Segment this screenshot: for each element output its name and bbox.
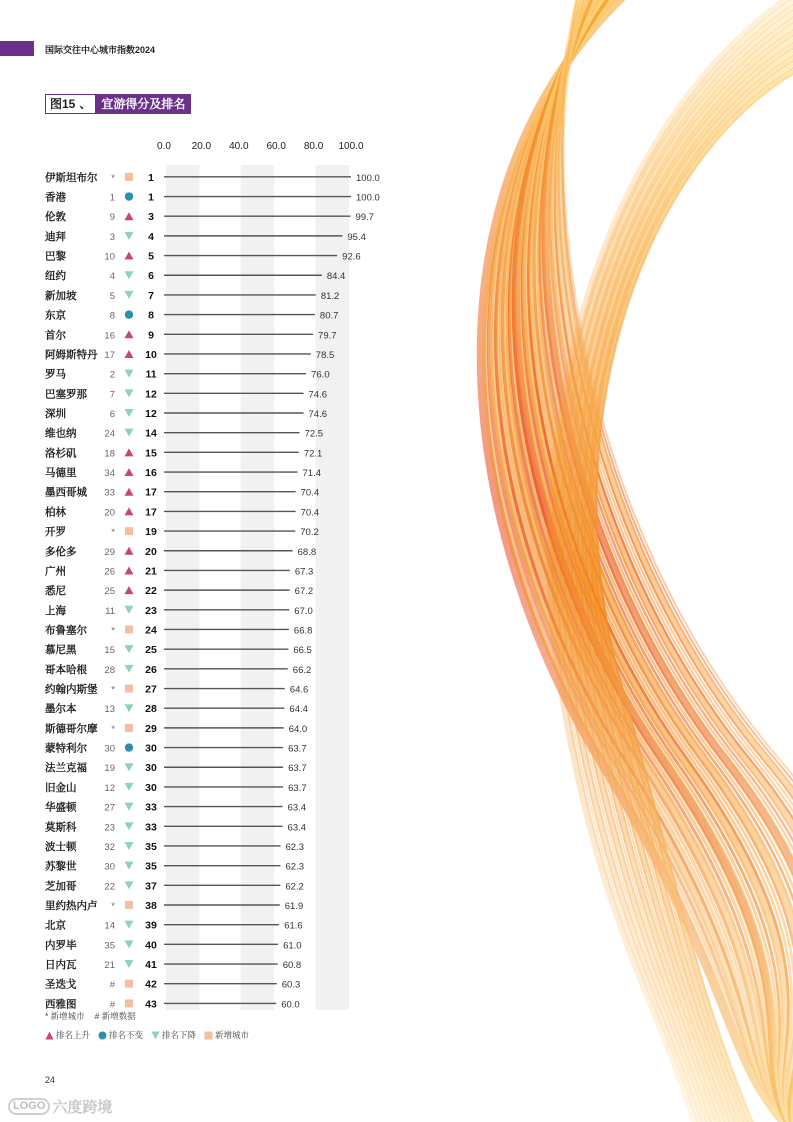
score-value-label: 64.6	[289, 684, 309, 696]
rank-down-marker	[125, 232, 134, 240]
previous-rank-label: 33	[104, 487, 115, 499]
city-label: 慕尼黑	[45, 644, 77, 657]
x-tick-label: 100.0	[338, 141, 364, 152]
city-label: 广州	[45, 565, 66, 578]
rank-down-marker	[125, 862, 134, 870]
city-label: 西雅图	[45, 998, 77, 1010]
score-value-label: 61.0	[283, 940, 302, 952]
rank-label: 27	[145, 683, 157, 696]
rank-down-marker	[125, 291, 134, 299]
score-value-label: 66.2	[292, 664, 312, 676]
score-value-label: 79.7	[318, 330, 337, 342]
rank-down-marker	[125, 606, 134, 614]
grid-band	[241, 165, 274, 1010]
rank-label: 16	[145, 467, 157, 480]
rank-down-marker	[125, 842, 134, 850]
city-label: 东京	[45, 309, 66, 322]
legend-item-down	[151, 1029, 196, 1041]
grid-band	[166, 165, 199, 1010]
rank-label: 3	[148, 211, 154, 224]
city-label: 伊斯坦布尔	[45, 171, 98, 184]
score-value-label: 67.2	[294, 586, 314, 598]
score-value-label: 63.7	[288, 743, 307, 755]
rank-same-marker	[125, 192, 133, 200]
rank-down-marker	[125, 803, 134, 811]
rank-label: 41	[145, 959, 157, 972]
city-label: 苏黎世	[45, 860, 77, 873]
score-value-label: 64.0	[288, 723, 308, 735]
city-label: 洛杉矶	[45, 447, 77, 460]
previous-rank-label: #	[109, 999, 115, 1010]
rank-label: 4	[148, 230, 154, 243]
rank-down-marker	[125, 704, 134, 712]
city-label: 华盛顿	[45, 801, 77, 814]
rank-down-marker	[125, 921, 134, 929]
rank-label: 17	[145, 506, 157, 519]
city-label: 马德里	[45, 467, 77, 480]
rank-label: 20	[145, 545, 157, 558]
previous-rank-label: *	[111, 684, 115, 696]
score-value-label: 63.7	[288, 763, 307, 775]
previous-rank-label: 12	[104, 782, 115, 794]
legend-label-up: 排名上升	[56, 1030, 91, 1040]
rank-label: 30	[145, 781, 157, 794]
score-ranking-chart	[0, 130, 400, 1010]
score-value-label: 92.6	[342, 251, 361, 263]
score-value-label: 63.4	[287, 822, 307, 834]
city-label: 约翰内斯堡	[45, 683, 98, 696]
score-value-label: 66.8	[293, 625, 313, 637]
city-label: 深圳	[45, 408, 66, 420]
score-value-label: 100.0	[356, 172, 380, 184]
city-label: 莫斯科	[45, 821, 77, 834]
city-label: 悉尼	[45, 585, 66, 598]
chart-legend	[45, 1029, 249, 1041]
previous-rank-label: 16	[104, 330, 115, 342]
rank-label: 35	[145, 860, 157, 873]
city-label: 迪拜	[45, 230, 66, 243]
triangle-up-icon	[45, 1031, 54, 1040]
figure-label-box	[45, 94, 95, 114]
previous-rank-label: 8	[109, 310, 115, 322]
rank-up-marker	[125, 252, 134, 260]
rank-label: 38	[145, 900, 157, 912]
new-city-marker	[125, 999, 133, 1007]
score-value-label: 95.4	[347, 231, 366, 243]
previous-rank-label: *	[111, 723, 115, 735]
previous-rank-label: 34	[104, 468, 115, 480]
score-value-label: 99.7	[355, 212, 374, 224]
new-city-marker	[125, 527, 133, 535]
legend-label-same: 排名不变	[109, 1030, 144, 1040]
score-value-label: 71.4	[302, 468, 322, 480]
rank-down-marker	[125, 665, 134, 673]
city-label: 维也纳	[45, 427, 77, 440]
x-tick-label: 40.0	[229, 141, 249, 152]
previous-rank-label: *	[111, 901, 115, 912]
rank-label: 19	[145, 526, 157, 539]
new-city-marker	[125, 173, 133, 181]
new-city-marker	[125, 980, 133, 988]
rank-label: 9	[148, 329, 154, 342]
new-city-marker	[125, 685, 133, 693]
city-label: 多伦多	[45, 545, 77, 558]
score-value-label: 72.1	[303, 448, 323, 460]
rank-down-marker	[125, 645, 134, 653]
previous-rank-label: 18	[104, 448, 115, 460]
circle-icon	[98, 1031, 107, 1040]
rank-down-marker	[125, 389, 134, 397]
score-value-label: 74.6	[308, 389, 328, 401]
watermark-text: 六度跨境	[52, 1099, 113, 1116]
previous-rank-label: 25	[104, 586, 115, 598]
rank-down-marker	[125, 881, 134, 889]
previous-rank-label: 30	[104, 861, 115, 873]
score-value-label: 78.5	[315, 349, 335, 361]
swirl-lines	[481, 0, 793, 1122]
previous-rank-label: 9	[109, 212, 115, 224]
figure-mark: 、	[79, 97, 92, 111]
note-new-city: * 新增城市	[45, 1011, 85, 1021]
rank-label: 35	[145, 840, 157, 853]
city-label: 日内瓦	[45, 959, 77, 972]
x-axis-ticks	[157, 141, 364, 152]
previous-rank-label: *	[111, 527, 115, 539]
score-value-label: 70.4	[300, 507, 320, 519]
score-value-label: 61.6	[284, 920, 303, 932]
rank-label: 7	[148, 289, 154, 302]
city-label: 里约热内卢	[45, 900, 98, 912]
previous-rank-label: 26	[104, 566, 115, 578]
watermark	[8, 1096, 112, 1117]
previous-rank-label: 10	[104, 251, 115, 263]
city-label: 墨尔本	[45, 703, 77, 716]
rank-label: 23	[145, 604, 157, 617]
rank-same-marker	[125, 743, 133, 751]
previous-rank-label: #	[109, 979, 115, 991]
previous-rank-label: *	[111, 625, 115, 637]
previous-rank-label: 27	[104, 802, 115, 814]
legend-label-new: 新增城市	[215, 1030, 250, 1040]
previous-rank-label: 5	[109, 290, 115, 302]
previous-rank-label: 4	[109, 271, 115, 283]
previous-rank-label: 7	[109, 389, 115, 401]
rank-label: 1	[148, 191, 154, 204]
city-label: 蒙特利尔	[45, 742, 87, 755]
rank-up-marker	[125, 507, 134, 515]
score-value-label: 76.0	[311, 369, 330, 381]
city-label: 圣迭戈	[45, 978, 77, 991]
rank-down-marker	[125, 783, 134, 791]
rank-down-marker	[125, 370, 134, 378]
score-value-label: 60.3	[281, 979, 301, 991]
city-label: 巴黎	[45, 250, 66, 263]
previous-rank-label: 29	[104, 546, 115, 558]
rank-up-marker	[125, 488, 134, 496]
city-label: 新加坡	[45, 289, 77, 302]
rank-label: 30	[145, 742, 157, 755]
score-value-label: 66.5	[293, 645, 312, 657]
city-label: 芝加哥	[45, 880, 77, 893]
rank-up-marker	[125, 350, 134, 358]
previous-rank-label: 11	[105, 605, 115, 617]
score-value-label: 67.0	[294, 605, 313, 617]
score-value-label: 81.2	[320, 290, 340, 302]
x-tick-label: 80.0	[303, 141, 324, 152]
city-label: 柏林	[45, 506, 66, 519]
city-label: 斯德哥尔摩	[45, 722, 98, 735]
score-value-label: 100.0	[356, 192, 380, 204]
new-city-marker	[125, 625, 133, 633]
score-value-label: 80.7	[319, 310, 339, 322]
city-label: 伦敦	[45, 211, 66, 224]
rank-label: 22	[145, 585, 157, 598]
previous-rank-label: 17	[104, 349, 115, 361]
score-value-label: 62.2	[285, 881, 304, 893]
data-row	[45, 250, 361, 263]
city-label: 波士顿	[45, 840, 77, 853]
score-value-label: 68.8	[297, 546, 317, 558]
city-label: 法兰克福	[45, 762, 87, 775]
figure-title: 宜游得分及排名	[95, 94, 191, 114]
score-value-label: 84.4	[326, 271, 346, 283]
city-label: 首尔	[45, 329, 66, 342]
previous-rank-label: 13	[104, 704, 115, 716]
rank-label: 39	[145, 919, 157, 932]
legend-item-new	[204, 1029, 249, 1041]
rank-up-marker	[125, 212, 134, 220]
rank-label: 12	[145, 408, 157, 420]
city-label: 开罗	[45, 526, 66, 539]
new-city-marker	[125, 724, 133, 732]
rank-label: 6	[148, 270, 154, 283]
score-value-label: 62.3	[285, 841, 305, 853]
rank-up-marker	[125, 330, 134, 338]
previous-rank-label: 23	[104, 822, 115, 834]
score-value-label: 64.4	[289, 704, 308, 716]
score-value-label: 60.8	[282, 960, 302, 972]
rank-label: 40	[145, 939, 157, 952]
rank-down-marker	[125, 822, 134, 830]
rank-label: 15	[145, 447, 157, 460]
rank-label: 30	[145, 762, 157, 775]
x-tick-label: 0.0	[157, 141, 171, 152]
rank-down-marker	[125, 960, 134, 968]
city-label: 罗马	[45, 368, 66, 381]
city-label: 北京	[45, 919, 66, 932]
score-value-label: 70.2	[300, 527, 319, 539]
rank-label: 33	[145, 801, 157, 814]
previous-rank-label: 24	[104, 428, 115, 440]
rank-label: 33	[145, 821, 157, 834]
previous-rank-label: 14	[104, 920, 115, 932]
previous-rank-label: 32	[104, 841, 115, 853]
rank-up-marker	[125, 566, 134, 574]
rank-label: 10	[145, 348, 157, 361]
city-label: 巴塞罗那	[45, 388, 87, 401]
city-label: 香港	[45, 191, 66, 204]
rank-label: 1	[148, 171, 154, 184]
rank-down-marker	[125, 409, 134, 417]
legend-item-same	[98, 1029, 143, 1041]
rank-up-marker	[125, 547, 134, 555]
previous-rank-label: 28	[104, 664, 115, 676]
previous-rank-label: 2	[109, 369, 115, 381]
rank-up-marker	[125, 586, 134, 594]
rank-same-marker	[125, 310, 133, 318]
previous-rank-label: *	[111, 172, 115, 184]
watermark-logo-icon: LOGO	[8, 1098, 50, 1115]
previous-rank-label: 1	[109, 192, 115, 204]
rank-label: 43	[145, 998, 157, 1010]
rank-up-marker	[125, 468, 134, 476]
score-value-label: 62.3	[285, 861, 305, 873]
score-value-label: 67.3	[294, 566, 314, 578]
rank-label: 11	[145, 368, 157, 381]
triangle-down-icon	[151, 1031, 160, 1040]
legend-notes	[45, 1010, 136, 1022]
city-label: 上海	[45, 604, 66, 617]
rank-down-marker	[125, 763, 134, 771]
city-label: 墨西哥城	[45, 486, 87, 499]
city-label: 内罗毕	[45, 939, 77, 952]
rank-label: 42	[145, 978, 157, 991]
rank-label: 21	[145, 565, 157, 578]
previous-rank-label: 20	[104, 507, 115, 519]
city-label: 旧金山	[45, 781, 77, 794]
rank-down-marker	[125, 429, 134, 437]
rank-down-marker	[125, 940, 134, 948]
header-accent-tab	[0, 41, 34, 56]
city-label: 布鲁塞尔	[45, 624, 87, 637]
figure-number: 图15	[50, 97, 76, 111]
rank-up-marker	[125, 448, 134, 456]
score-value-label: 61.9	[284, 901, 304, 912]
document-title: 国际交往中心城市指数2024	[45, 45, 156, 55]
previous-rank-label: 22	[104, 881, 115, 893]
score-value-label: 63.7	[288, 782, 307, 794]
score-value-label: 70.4	[300, 487, 320, 499]
legend-label-down: 排名下降	[162, 1030, 197, 1040]
rank-down-marker	[125, 271, 134, 279]
previous-rank-label: 15	[104, 645, 115, 657]
previous-rank-label: 3	[109, 231, 115, 243]
rank-label: 26	[145, 663, 157, 676]
rank-label: 37	[145, 880, 157, 893]
rank-label: 28	[145, 703, 157, 716]
x-tick-label: 60.0	[266, 141, 286, 152]
score-value-label: 60.0	[281, 999, 300, 1010]
figure-heading	[45, 94, 191, 114]
rank-label: 8	[148, 309, 154, 322]
legend-item-up	[45, 1029, 90, 1041]
city-label: 哥本哈根	[45, 663, 87, 676]
rank-label: 14	[145, 427, 157, 440]
rank-label: 17	[145, 486, 157, 499]
note-new-data: # 新增数据	[94, 1011, 136, 1021]
square-icon	[204, 1031, 213, 1040]
new-city-marker	[125, 901, 133, 909]
rank-label: 12	[145, 388, 157, 401]
page-number: 24	[45, 1075, 56, 1085]
x-tick-label: 20.0	[191, 141, 212, 152]
score-value-label: 74.6	[308, 409, 328, 420]
previous-rank-label: 6	[109, 409, 115, 420]
rank-label: 29	[145, 722, 157, 735]
city-label: 纽约	[45, 270, 66, 283]
score-value-label: 72.5	[304, 428, 324, 440]
score-value-label: 63.4	[287, 802, 307, 814]
city-label: 阿姆斯特丹	[45, 348, 98, 361]
previous-rank-label: 30	[104, 743, 115, 755]
previous-rank-label: 21	[104, 960, 115, 972]
previous-rank-label: 19	[104, 763, 115, 775]
rank-label: 25	[145, 644, 157, 657]
rank-label: 24	[145, 624, 157, 637]
rank-label: 5	[148, 250, 154, 263]
previous-rank-label: 35	[104, 940, 115, 952]
